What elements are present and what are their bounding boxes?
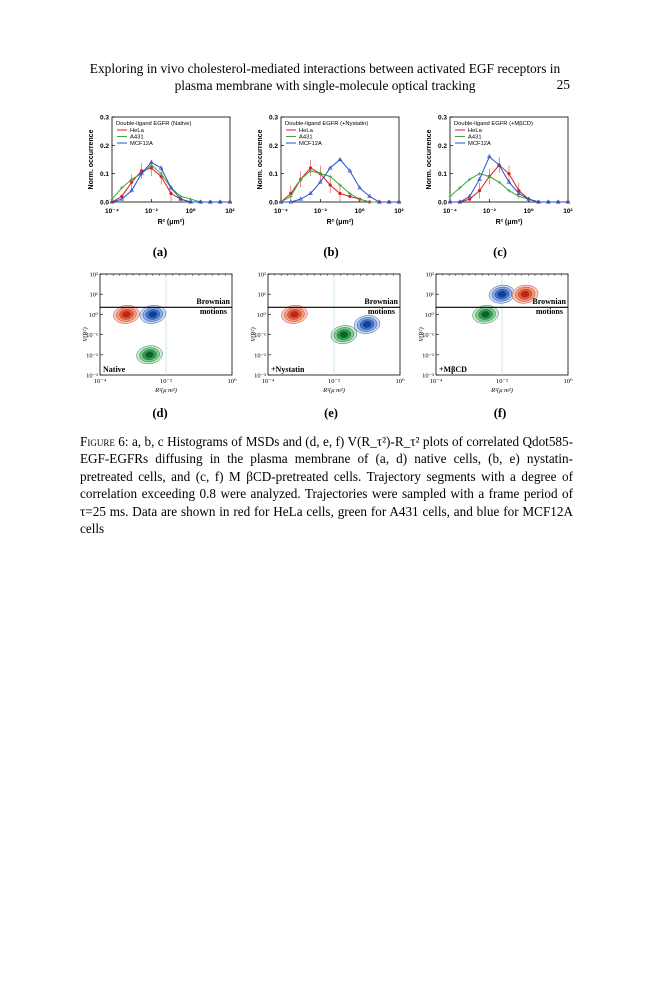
y-tick-label: 10⁰ xyxy=(424,311,434,319)
x-tick-label: 10⁻² xyxy=(144,208,158,215)
x-axis-label: R² (μm²) xyxy=(157,219,185,226)
legend-entry: MCF12A xyxy=(468,141,491,147)
y-tick-label: 10² xyxy=(425,271,434,279)
legend-entry: A431 xyxy=(468,134,482,141)
y-tick-label: 10⁻¹ xyxy=(254,332,266,340)
x-tick-label: 10⁰ xyxy=(395,378,405,385)
x-tick-label: 10² xyxy=(225,208,235,215)
y-axis-label: V(R²) xyxy=(250,327,257,342)
x-tick-label: 10⁻² xyxy=(328,378,340,385)
x-tick-label: 10⁻⁴ xyxy=(443,208,457,215)
y-tick-label: 10⁰ xyxy=(88,311,98,319)
x-tick-label: 10⁻⁴ xyxy=(429,378,443,385)
contour-panel-e xyxy=(250,272,405,395)
y-tick-label: 0.2 xyxy=(99,142,109,150)
y-tick-label: 10⁻³ xyxy=(86,372,98,380)
brownian-label: Brownian xyxy=(196,297,230,306)
y-tick-label: 10⁻² xyxy=(86,352,98,360)
x-tick-label: 10⁰ xyxy=(563,378,573,385)
data-point xyxy=(468,198,471,201)
y-tick-label: 10² xyxy=(257,271,266,279)
y-tick-label: 10¹ xyxy=(257,291,266,299)
x-tick-label: 10⁰ xyxy=(354,208,365,215)
panel-label-c: (c) xyxy=(493,245,507,259)
header-line2: plasma membrane with single-molecule optical tracking xyxy=(174,78,476,93)
x-axis-label: R² (μm²) xyxy=(326,219,354,226)
y-tick-label: 10⁻² xyxy=(254,352,266,360)
motions-label: motions xyxy=(199,307,227,316)
legend-entry: MCF12A xyxy=(130,141,153,147)
figure-caption xyxy=(80,433,573,537)
data-point xyxy=(478,189,481,192)
caption-prefix: Figure 6: xyxy=(80,434,129,449)
histogram-panel-c xyxy=(426,115,574,227)
legend-title: Double-ligand EGFR (+Nystatin) xyxy=(285,121,369,127)
caption-body: a, b, c Histograms of MSDs and (d, e, f) V(R_τ²)-R_τ² plots of correlated Qdot585-EGF-EGFRs diffusing in the plasma membrane of (a, d) native cells, (b, e) nystatin-pretreated cells, and (c, f) M βCD-pretreated cells. Trajectory segments with a degree of correlation exceeding 0.8 were analyzed. Trajectories were sampled with a frame period of τ=25 ms. Data are shown in red for HeLa cells, green for A431 cells, and blue for MCF12A cells xyxy=(80,434,574,537)
y-tick-label: 10⁻³ xyxy=(254,372,266,380)
motions-label: motions xyxy=(535,307,563,316)
panel-label-b: (b) xyxy=(323,245,339,259)
x-tick-label: 10⁰ xyxy=(523,208,534,215)
x-tick-label: 10⁻⁴ xyxy=(274,208,288,215)
panel-label-f: (f) xyxy=(493,406,507,420)
x-axis-label: R² (μm²) xyxy=(495,219,523,226)
legend-entry: HeLa xyxy=(468,128,482,134)
data-point xyxy=(507,172,510,175)
y-tick-label: 10⁻² xyxy=(422,352,434,360)
y-tick-label: 0.2 xyxy=(437,142,447,150)
x-axis-label: R²(μ m²) xyxy=(323,387,345,394)
x-tick-label: 10⁻² xyxy=(496,378,508,385)
x-tick-label: 10⁰ xyxy=(227,378,237,385)
x-axis-label: R²(μ m²) xyxy=(155,387,177,394)
x-tick-label: 10⁻⁴ xyxy=(105,208,119,215)
y-tick-label: 0.3 xyxy=(268,114,278,122)
y-tick-label: 10² xyxy=(89,271,98,279)
x-tick-label: 10⁰ xyxy=(185,208,196,215)
figure-6 xyxy=(0,0,650,430)
contour-panel-f xyxy=(418,272,573,395)
legend-entry: HeLa xyxy=(299,128,313,134)
y-axis-label: Norm. occurrence xyxy=(257,129,264,190)
data-point xyxy=(329,183,332,186)
panel-label-e: (e) xyxy=(324,406,338,420)
y-tick-label: 0.3 xyxy=(437,114,447,122)
x-tick-label: 10⁻² xyxy=(160,378,172,385)
y-tick-label: 0.1 xyxy=(437,171,447,179)
condition-label: +Nystatin xyxy=(271,365,305,374)
histogram-panel-b xyxy=(257,115,405,227)
y-axis-label: Norm. occurrence xyxy=(426,129,433,190)
y-tick-label: 0.1 xyxy=(99,171,109,179)
legend-entry: MCF12A xyxy=(299,141,322,147)
page-number: 25 xyxy=(556,77,570,92)
legend-entry: A431 xyxy=(299,134,313,141)
contour-panel-d xyxy=(82,272,237,395)
data-point xyxy=(169,192,172,195)
data-point xyxy=(368,200,372,204)
x-tick-label: 10⁻² xyxy=(482,208,496,215)
y-tick-label: 10¹ xyxy=(425,291,434,299)
y-tick-label: 0.2 xyxy=(268,142,278,150)
brownian-label: Brownian xyxy=(532,297,566,306)
y-tick-label: 10⁻³ xyxy=(422,372,434,380)
data-point xyxy=(338,192,341,195)
panel-label-a: (a) xyxy=(152,245,168,259)
y-axis-label: V(R²) xyxy=(82,327,89,342)
y-tick-label: 10¹ xyxy=(89,291,98,299)
x-tick-label: 10⁻⁴ xyxy=(261,378,275,385)
legend-title: Double-ligand EGFR (Native) xyxy=(116,121,192,127)
panel-label-d: (d) xyxy=(152,406,168,420)
x-axis-label: R²(μ m²) xyxy=(491,387,513,394)
header-line1: Exploring in vivo cholesterol-mediated interactions between activated EGF receptors in xyxy=(89,61,561,76)
y-tick-label: 10⁰ xyxy=(256,311,266,319)
x-tick-label: 10² xyxy=(563,208,573,215)
y-tick-label: 0.0 xyxy=(437,199,447,207)
legend-entry: HeLa xyxy=(130,128,144,134)
y-tick-label: 10⁻¹ xyxy=(86,332,98,340)
y-axis-label: V(R²) xyxy=(418,327,425,342)
y-tick-label: 0.0 xyxy=(268,199,278,207)
condition-label: Native xyxy=(103,365,126,374)
motions-label: motions xyxy=(367,307,395,316)
x-tick-label: 10² xyxy=(394,208,404,215)
y-tick-label: 0.0 xyxy=(99,199,109,207)
legend-title: Double-ligand EGFR (+MβCD) xyxy=(454,121,533,127)
y-tick-label: 0.3 xyxy=(99,114,109,122)
condition-label: +MβCD xyxy=(439,365,467,374)
x-tick-label: 10⁻² xyxy=(313,208,327,215)
y-tick-label: 10⁻¹ xyxy=(422,332,434,340)
y-tick-label: 0.1 xyxy=(268,171,278,179)
x-tick-label: 10⁻⁴ xyxy=(93,378,107,385)
y-axis-label: Norm. occurrence xyxy=(88,129,95,190)
brownian-label: Brownian xyxy=(364,297,398,306)
legend-entry: A431 xyxy=(130,134,144,141)
histogram-panel-a xyxy=(88,115,236,227)
